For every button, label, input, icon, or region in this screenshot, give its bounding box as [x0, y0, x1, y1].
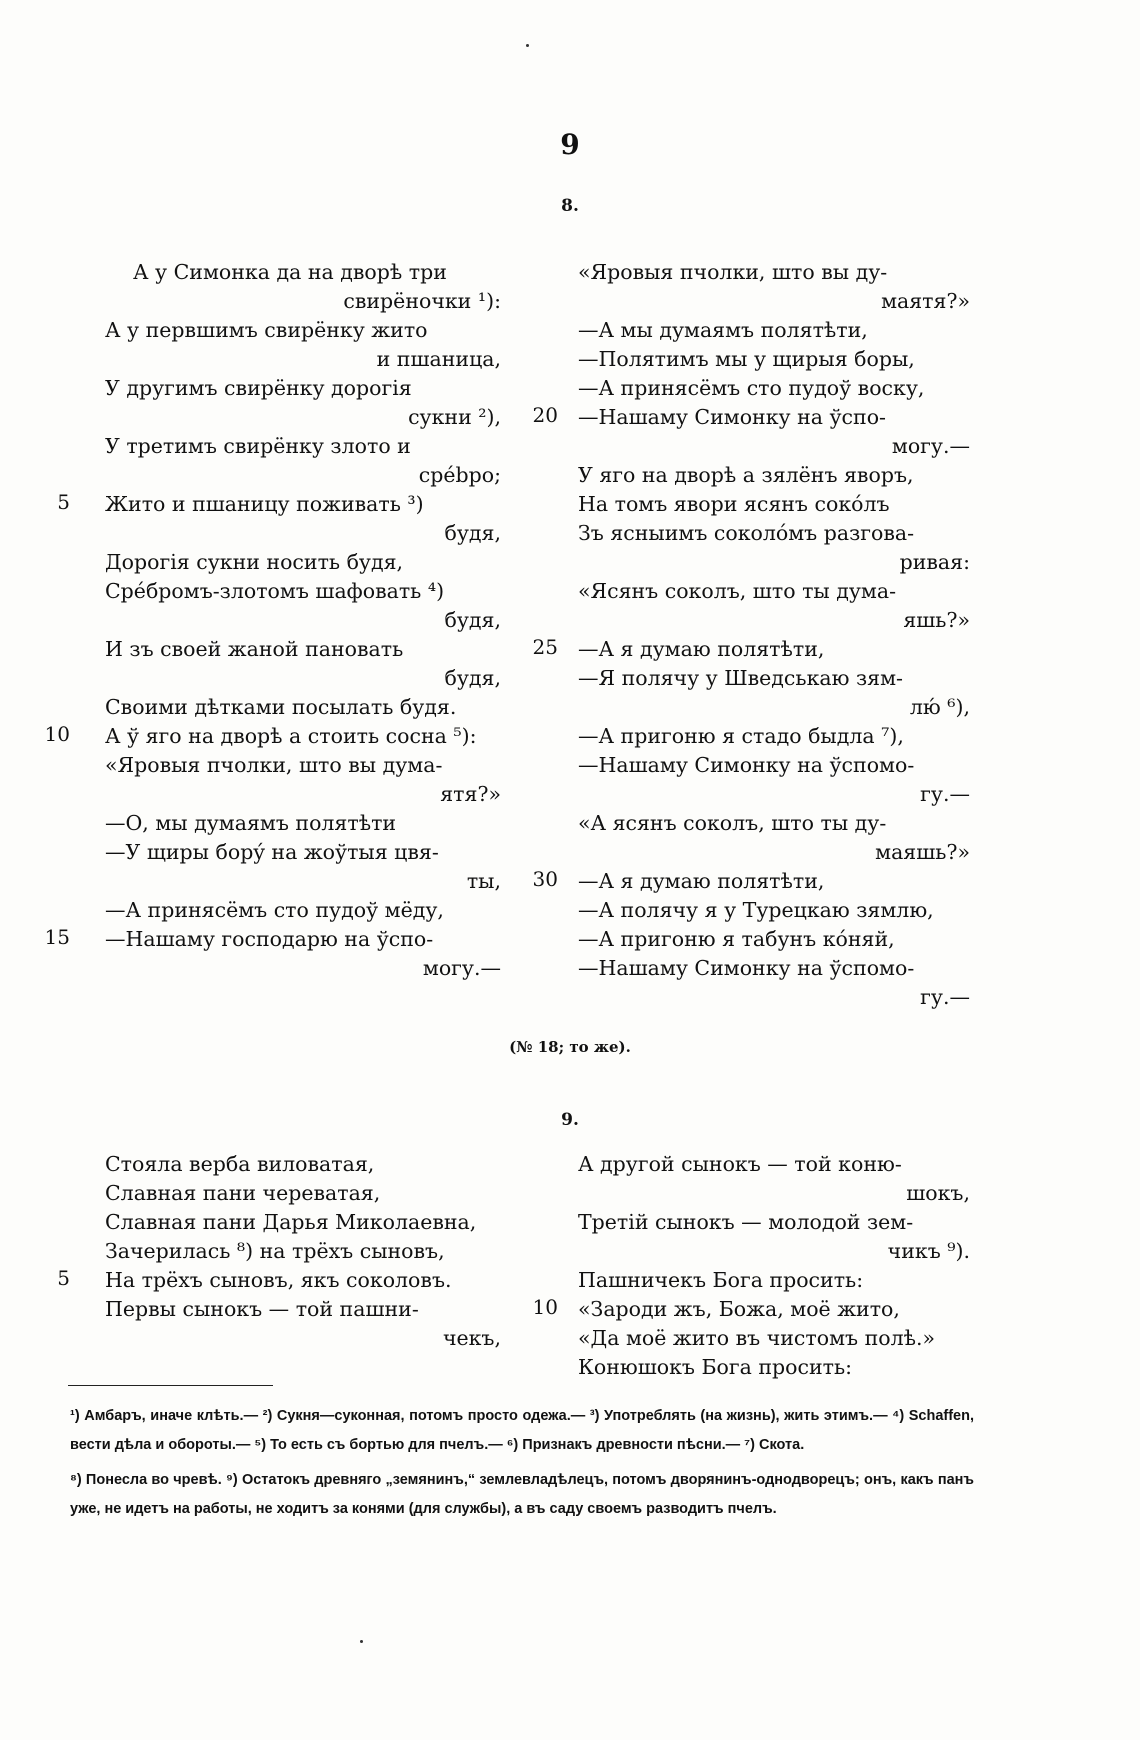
- line-number: 30: [532, 867, 558, 891]
- verse-line: —А я думаю полятѣти,: [578, 637, 825, 661]
- line-number: 20: [532, 403, 558, 427]
- song-8-left-column: [105, 258, 501, 983]
- verse-line: будя,: [444, 521, 501, 545]
- verse-line: яшь?»: [903, 608, 970, 632]
- verse-line: Жито и пшаницу поживать ³): [105, 492, 424, 516]
- verse-line: —Нашаму господарю на ўспо-: [105, 927, 434, 951]
- verse-line: —А пригоню я стадо быдла ⁷),: [578, 724, 904, 748]
- verse-line: Конюшокъ Бога просить:: [578, 1355, 853, 1379]
- verse-line: будя,: [444, 666, 501, 690]
- verse-line: «А ясянъ соколъ, што ты ду-: [578, 811, 887, 835]
- footnote-separator: [68, 1385, 273, 1386]
- verse-line: ривая:: [899, 550, 970, 574]
- verse-line: «Зароди жъ, Божа, моё жито,: [578, 1297, 900, 1321]
- verse-line: лю́ ⁶),: [909, 695, 970, 719]
- verse-line: —Нашаму Симонку на ўспо-: [578, 405, 886, 429]
- verse-line: чикъ ⁹).: [887, 1239, 970, 1263]
- song-8-number: 8.: [561, 196, 579, 216]
- song-8-right-column: [578, 258, 970, 1012]
- verse-line: Зачерилась ⁸) на трёхъ сыновъ,: [105, 1239, 445, 1263]
- verse-line: А у первшимъ свирёнку жито: [105, 318, 428, 342]
- verse-line: —Нашаму Симонку на ўспомо-: [578, 956, 915, 980]
- print-speck: [360, 1640, 363, 1643]
- verse-line: Своими дѣтками посылать будя.: [105, 695, 457, 719]
- verse-line: Дорогія сукни носить будя,: [105, 550, 404, 574]
- verse-line: А ў яго на дворѣ а стоить сосна ⁵):: [105, 724, 477, 748]
- verse-line: Срéбромъ-злотомъ шафовать ⁴): [105, 579, 445, 603]
- line-number: 10: [44, 722, 70, 746]
- verse-line: —А мы думаямъ полятѣти,: [578, 318, 868, 342]
- line-number: 15: [44, 925, 70, 949]
- verse-line: Первы сынокъ — той пашни-: [105, 1297, 419, 1321]
- verse-line: гу.—: [920, 782, 970, 806]
- verse-line: и пшаница,: [376, 347, 501, 371]
- verse-line: могу.—: [891, 434, 970, 458]
- verse-line: чекъ,: [442, 1326, 501, 1350]
- verse-line: сукни ²),: [408, 405, 501, 429]
- verse-line: На трёхъ сыновъ, якъ соколовъ.: [105, 1268, 452, 1292]
- verse-line: «Да моё жито въ чистомъ полѣ.»: [578, 1326, 936, 1350]
- verse-line: —А принясёмъ сто пудоў мёду,: [105, 898, 444, 922]
- verse-line: будя,: [444, 608, 501, 632]
- verse-line: ятя?»: [440, 782, 501, 806]
- verse-line: «Яровыя пчолки, што вы ду-: [578, 260, 888, 284]
- verse-line: Славная пани череватая,: [105, 1181, 381, 1205]
- verse-line: Третій сынокъ — молодой зем-: [578, 1210, 914, 1234]
- verse-line: «Ясянъ соколъ, што ты дума-: [578, 579, 897, 603]
- footnote-block-1: ¹) Амбаръ, иначе клѣть.— ²) Сукня—суконная, потомъ просто одежа.— ³) Употреблять (на жизнь), жить этимъ.— ⁴) Schaffen, вести дѣла и обороты.— ⁵) То есть съ бортью для пчелъ.— ⁶) Признакъ древности пѣсни.— ⁷) Скота.: [70, 1408, 974, 1453]
- verse-line: Стояла верба виловатая,: [105, 1152, 375, 1176]
- page-number: 9: [560, 128, 580, 161]
- verse-line: Пашничекъ Бога просить:: [578, 1268, 864, 1292]
- verse-line: На томъ явори ясянъ сокóлъ: [578, 492, 890, 516]
- verse-line: Славная пани Дарья Миколаевна,: [105, 1210, 477, 1234]
- verse-line: свирёночки ¹):: [343, 289, 501, 313]
- footnote-block-2: ⁸) Понесла во чревѣ. ⁹) Остатокъ древняго „земянинъ,“ землевладѣлецъ, потомъ дворянинъ-однодворецъ; онъ, какъ панъ уже, не идетъ на работы, не ходитъ за конями (для службы), а въ саду своемъ разводитъ пчелъ.: [70, 1472, 974, 1517]
- verse-line: —У щиры борý на жоўтыя цвя-: [105, 840, 439, 864]
- verse-line: —А я думаю полятѣти,: [578, 869, 825, 893]
- verse-line: —А принясёмъ сто пудоў воску,: [578, 376, 925, 400]
- song-9-number: 9.: [561, 1110, 579, 1130]
- verse-line: «Яровыя пчолки, што вы дума-: [105, 753, 443, 777]
- verse-line: срébро;: [418, 463, 501, 487]
- verse-line: У третимъ свирёнку злото и: [105, 434, 411, 458]
- verse-line: —Я полячу у Шведськаю зям-: [578, 666, 903, 690]
- verse-line: —Полятимъ мы у щирыя боры,: [578, 347, 915, 371]
- verse-line: ты,: [466, 869, 501, 893]
- verse-line: А другой сынокъ — той коню-: [578, 1152, 902, 1176]
- verse-line: А у Симонка да на дворѣ три: [133, 260, 447, 284]
- song-9-right-column: [578, 1150, 970, 1382]
- verse-line: гу.—: [920, 985, 970, 1009]
- line-number: 10: [532, 1295, 558, 1319]
- verse-line: —А полячу я у Турецкаю зямлю,: [578, 898, 934, 922]
- verse-line: Зъ ясныимъ соколóмъ разгова-: [578, 521, 915, 545]
- verse-line: шокъ,: [906, 1181, 970, 1205]
- line-number: 5: [57, 490, 70, 514]
- song-9-left-column: [105, 1150, 501, 1353]
- verse-line: —Нашаму Симонку на ўспомо-: [578, 753, 915, 777]
- verse-line: И зъ своей жаной пановать: [105, 637, 404, 661]
- verse-line: могу.—: [422, 956, 501, 980]
- verse-line: У яго на дворѣ а зялёнъ яворъ,: [578, 463, 914, 487]
- verse-line: У другимъ свирёнку дорогія: [105, 376, 412, 400]
- footnotes: [70, 1402, 974, 1524]
- print-speck: [526, 44, 529, 47]
- verse-line: —А пригоню я табунъ кóняй,: [578, 927, 895, 951]
- song-8-source: (№ 18; то же).: [509, 1038, 631, 1056]
- line-number: 5: [57, 1266, 70, 1290]
- verse-line: маятя?»: [881, 289, 970, 313]
- verse-line: —О, мы думаямъ полятѣти: [105, 811, 397, 835]
- line-number: 25: [532, 635, 558, 659]
- verse-line: маяшь?»: [875, 840, 970, 864]
